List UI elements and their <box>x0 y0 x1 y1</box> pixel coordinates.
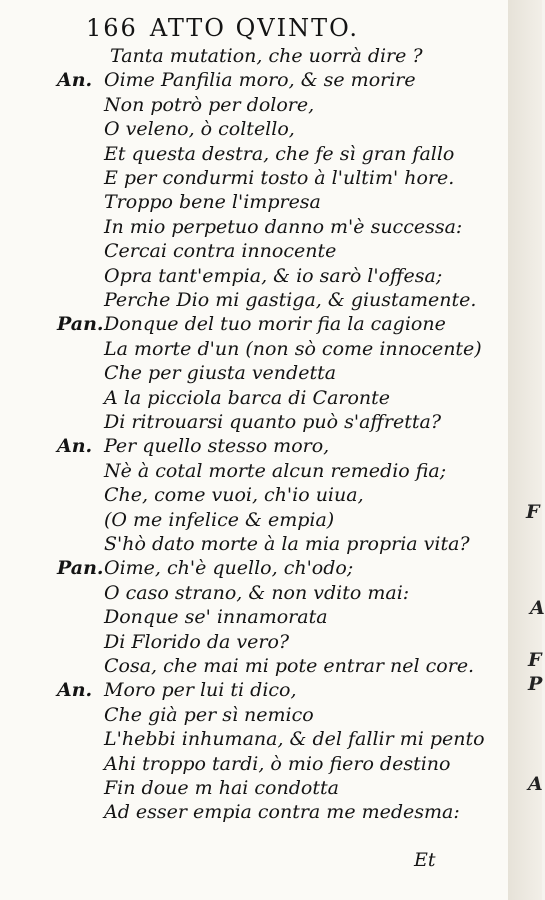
verse-text: Per quello stesso moro, <box>104 435 330 458</box>
verse-line <box>0 93 500 117</box>
verse-text: Oime Panfilia moro, & se morire <box>104 69 416 92</box>
verse-text: Oime, ch'è quello, ch'odo; <box>104 557 354 580</box>
running-head: ATTO QVINTO. <box>149 14 359 42</box>
speaker-label: An. <box>57 69 93 92</box>
verse-line <box>0 703 500 727</box>
adjacent-page-fragment: F <box>526 501 540 523</box>
adjacent-page-fragment: A <box>530 597 545 619</box>
verse-text: O caso strano, & non vdito mai: <box>104 581 410 604</box>
verse-line <box>0 142 500 166</box>
verse-text: Che già per sì nemico <box>104 703 314 726</box>
verse-line <box>0 288 500 312</box>
verse-text: La morte d'un (non sò come innocente) <box>104 337 482 360</box>
verse-text: Di Florido da vero? <box>104 630 290 653</box>
verse-text: Tanta mutation, che uorrà dire ? <box>110 45 423 67</box>
verse-line <box>0 190 500 214</box>
verse-line <box>0 312 500 336</box>
verse-text: Cercai contra innocente <box>104 240 337 263</box>
verse-line <box>0 68 500 92</box>
verse-text: Ahi troppo tardi, ò mio fiero destino <box>104 752 451 775</box>
verse-text: E per condurmi tosto à l'ultim' hore. <box>104 167 455 189</box>
speaker-label: Pan. <box>57 557 104 580</box>
verse-line <box>0 264 500 288</box>
verse-line <box>0 361 500 385</box>
verse-line <box>0 581 500 605</box>
page-number: 166 <box>86 14 138 42</box>
verse-line <box>0 459 500 483</box>
speaker-label: An. <box>57 679 93 702</box>
verse-line <box>0 215 500 239</box>
verse-text: S'hò dato morte à la mia propria vita? <box>104 533 470 555</box>
verse-text: Opra tant'empia, & io sarò l'offesa; <box>104 264 443 287</box>
verse-text: Moro per lui ti dico, <box>104 679 297 702</box>
verse-text: Donque del tuo morir fia la cagione <box>104 313 446 336</box>
verse-line <box>0 800 500 824</box>
speaker-label: Pan. <box>57 313 104 336</box>
verse-line <box>0 727 500 751</box>
verse-line <box>0 483 500 507</box>
adjacent-page-fragment: P <box>528 673 543 695</box>
verse-text: O veleno, ò coltello, <box>104 118 295 141</box>
verse-text: Donque se' innamorata <box>104 606 328 629</box>
verse-text: Fin doue m hai condotta <box>104 777 339 799</box>
page-header <box>86 14 359 44</box>
verse-line <box>0 117 500 141</box>
verse-line <box>0 678 500 702</box>
verse-line <box>0 410 500 434</box>
verse-line <box>0 776 500 800</box>
verse-text: Perche Dio mi gastiga, & giustamente. <box>104 289 477 311</box>
verse-line <box>0 434 500 458</box>
verse-text: Di ritrouarsi quanto può s'affretta? <box>104 411 442 433</box>
verse-text: Troppo bene l'impresa <box>104 191 321 214</box>
verse-line <box>0 239 500 263</box>
verse-line <box>0 532 500 556</box>
verse-text: Cosa, che mai mi pote entrar nel core. <box>104 655 475 677</box>
verse-line <box>0 630 500 654</box>
adjacent-page-fragment: A <box>528 773 543 795</box>
verse-line <box>0 605 500 629</box>
verse-line <box>0 556 500 580</box>
verse-text: L'hebbi inhumana, & del fallir mi pento <box>104 728 485 751</box>
verse-text: Non potrò per dolore, <box>104 93 315 116</box>
verse-line <box>0 337 500 361</box>
verse-text: Et questa destra, che fe sì gran fallo <box>104 142 455 165</box>
verse-line <box>0 752 500 776</box>
adjacent-page-edge <box>508 0 545 900</box>
verse-text: A la picciola barca di Caronte <box>104 386 391 409</box>
verse-line <box>0 386 500 410</box>
verse-text: Che, come vuoi, ch'io uiua, <box>104 484 364 507</box>
verse-line <box>0 166 500 190</box>
adjacent-page-fragment: F <box>528 649 542 671</box>
verse-line <box>0 44 500 68</box>
catchword: Et <box>414 849 436 871</box>
verse-text: In mio perpetuo danno m'è successa: <box>104 215 463 238</box>
verse-text: (O me infelice & empia) <box>104 508 335 531</box>
verse-text: Nè à cotal morte alcun remedio fia; <box>104 459 447 482</box>
verse-text: Ad esser empia contra me medesma: <box>104 801 460 824</box>
verse-line <box>0 508 500 532</box>
speaker-label: An. <box>57 435 93 458</box>
verse-line <box>0 654 500 678</box>
verse-text: Che per giusta vendetta <box>104 362 337 385</box>
